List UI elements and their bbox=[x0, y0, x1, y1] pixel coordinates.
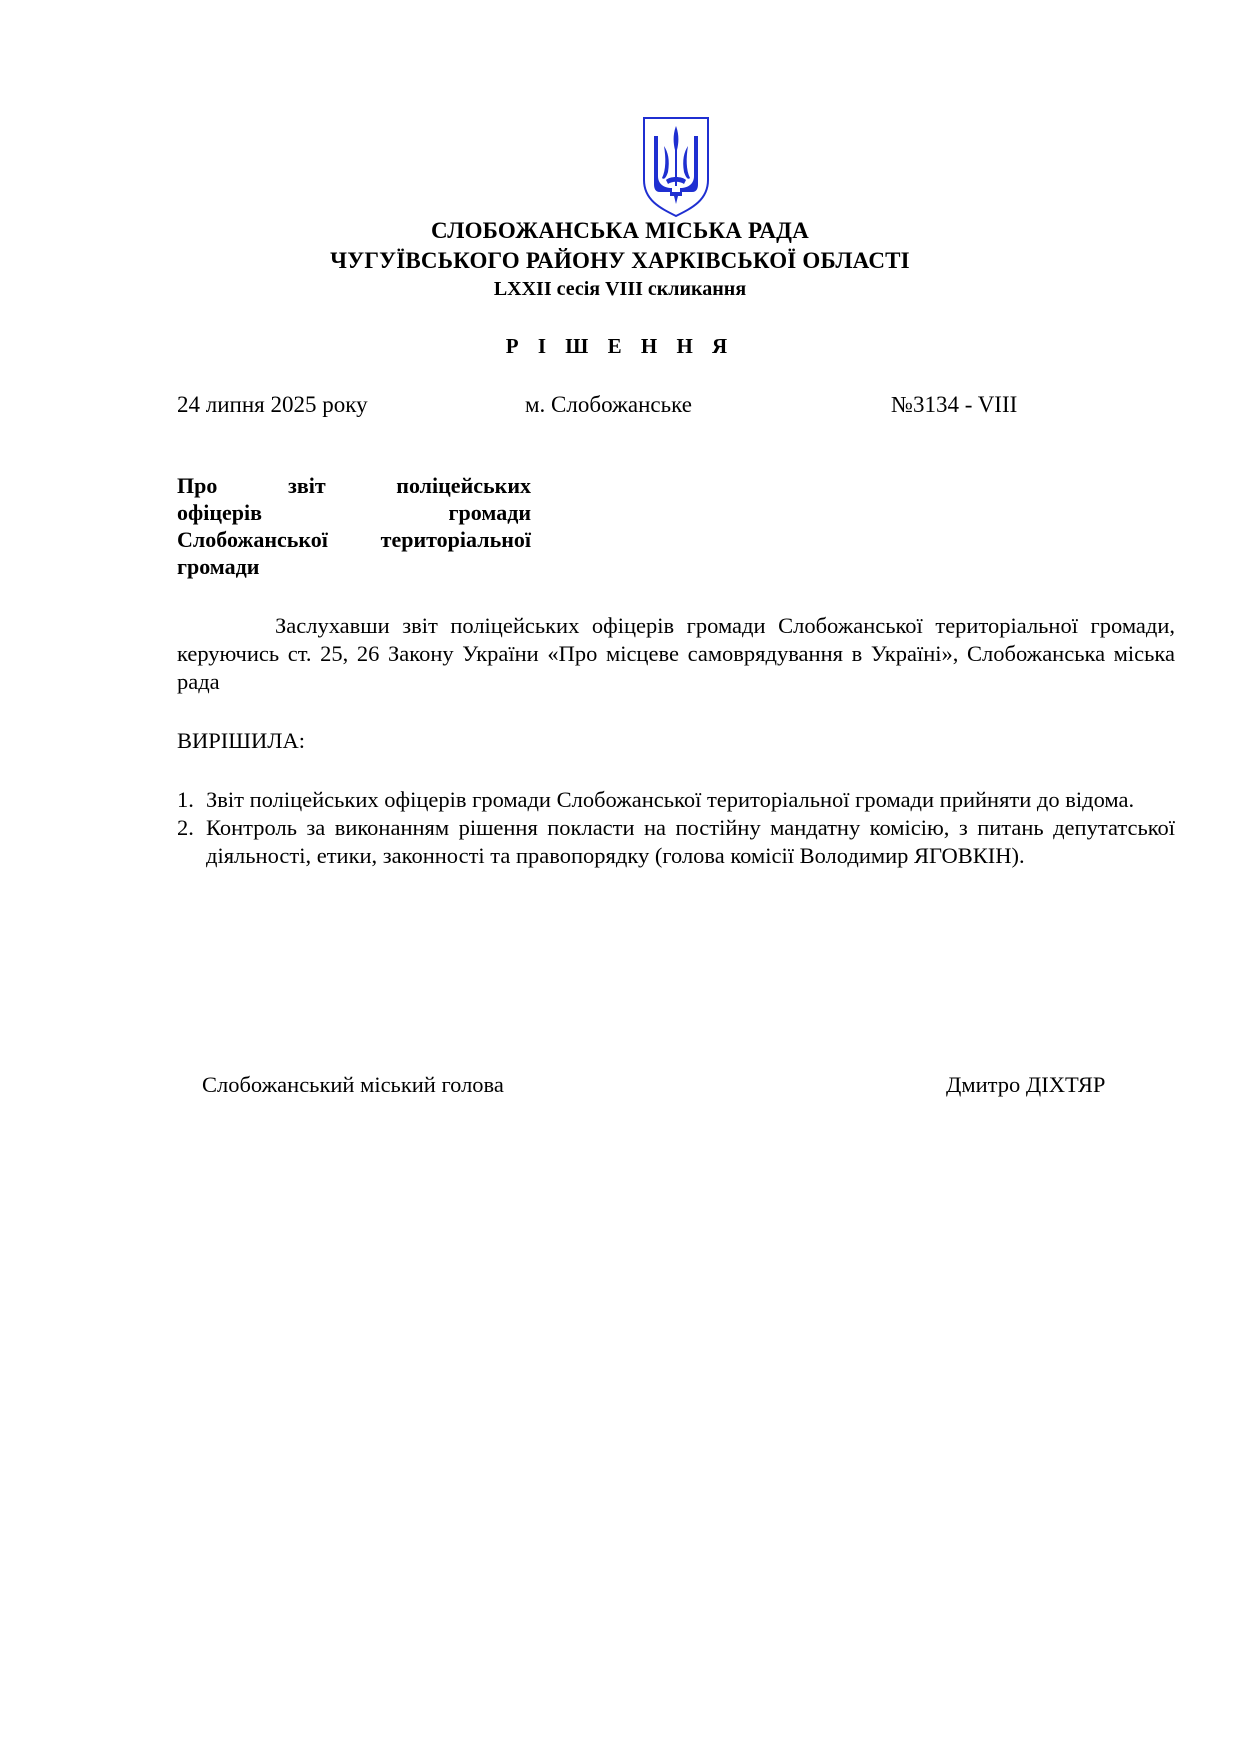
decision-item bbox=[177, 814, 1175, 870]
decision-subject bbox=[177, 472, 531, 580]
item-text: Контроль за виконанням рішення покласти на постійну мандатну комісію, з питань депутатської діяльності, етики, законності та правопорядку (голова комісії Володимир ЯГОВКІН). bbox=[206, 815, 1175, 868]
preamble-paragraph: Заслухавши звіт поліцейських офіцерів громади Слобожанської територіальної громади, керуючись ст. 25, 26 Закону України «Про місцеве самоврядування в Україні», Слобожанська міська рада bbox=[177, 613, 1175, 694]
decision-number: №3134 - VIII bbox=[891, 392, 1018, 417]
item-number: 2. bbox=[177, 815, 194, 840]
council-name: СЛОБОЖАНСЬКА МІСЬКА РАДА bbox=[431, 218, 809, 243]
item-number: 1. bbox=[177, 787, 194, 812]
tryzub-coat-of-arms-icon bbox=[642, 116, 710, 218]
signatory-name: Дмитро ДІХТЯР bbox=[946, 1072, 1106, 1097]
decision-items-list bbox=[177, 786, 1175, 870]
district-name: ЧУГУЇВСЬКОГО РАЙОНУ ХАРКІВСЬКОЇ ОБЛАСТІ bbox=[330, 248, 910, 273]
subject-line: Про звіт поліцейських bbox=[177, 473, 531, 498]
signatory-title: Слобожанський міський голова bbox=[202, 1072, 504, 1097]
decision-place: м. Слобожанське bbox=[525, 392, 692, 417]
decision-date: 24 липня 2025 року bbox=[177, 392, 368, 417]
subject-line: громади bbox=[177, 554, 260, 579]
resolved-label: ВИРІШИЛА: bbox=[177, 728, 305, 753]
item-text: Звіт поліцейських офіцерів громади Слобожанської територіальної громади прийняти до відома. bbox=[206, 787, 1135, 812]
subject-line: офіцерів громади bbox=[177, 500, 531, 525]
session-info: LXXII сесія VIII скликання bbox=[493, 278, 747, 300]
document-type-title: Р І Ш Е Н Н Я bbox=[505, 334, 735, 358]
decision-item bbox=[177, 786, 1175, 814]
subject-line: Слобожанської територіальної bbox=[177, 527, 531, 552]
